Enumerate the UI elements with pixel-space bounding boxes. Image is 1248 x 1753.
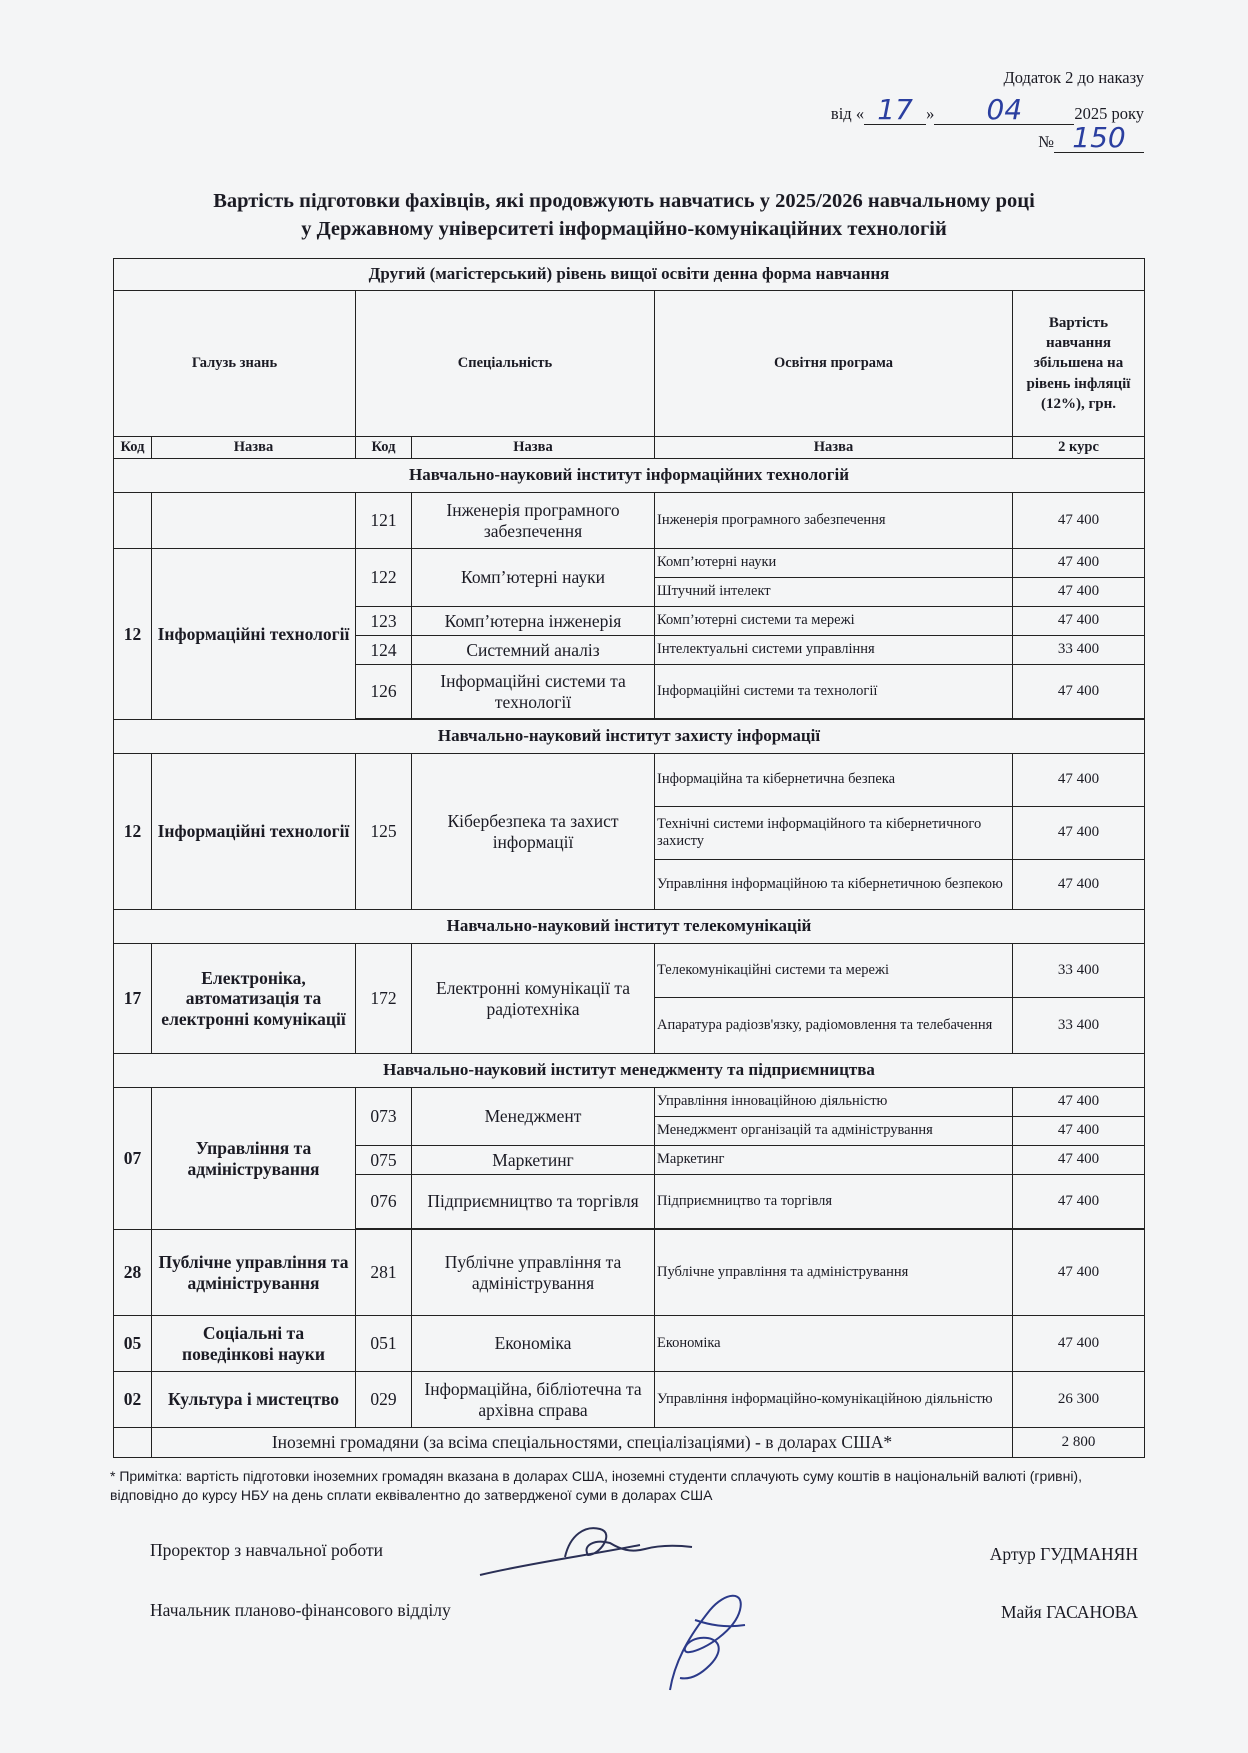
field-code: 28 (114, 1230, 152, 1316)
col-field-header: Галузь знань (114, 291, 356, 437)
cost-table (113, 258, 1145, 1458)
appendix-block (824, 66, 1144, 154)
specialty-code: 126 (356, 665, 412, 719)
cost-value: 47 400 (1013, 1230, 1145, 1316)
cost-value: 47 400 (1013, 665, 1145, 719)
finance-head-signature (650, 1580, 770, 1700)
section-header: Навчально-науковий інститут захисту інформації (114, 720, 1145, 754)
specialty-name: Системний аналіз (412, 636, 655, 665)
footnote: * Примітка: вартість підготовки іноземних громадян вказана в доларах США, іноземні студенти сплачують суму коштів в національній валюті (гривні), відповідно до курсу НБУ на день сплати еквівалентно до затвердженої суми в доларах США (110, 1468, 1082, 1503)
section-header: Навчально-науковий інститут менеджменту та підприємництва (114, 1054, 1145, 1088)
field-code: 02 (114, 1372, 152, 1428)
specialty-code: 124 (356, 636, 412, 665)
specialty-code: 123 (356, 607, 412, 636)
col-cost-header: Вартість навчання збільшена на рівень інфляції (12%), грн. (1013, 291, 1145, 437)
program-name: Штучний інтелект (655, 578, 1013, 607)
sub-code-field: Код (114, 437, 152, 459)
program-name: Апаратура радіозв'язку, радіомовлення та телебачення (655, 998, 1013, 1054)
section-header: Навчально-науковий інститут телекомунікацій (114, 910, 1145, 944)
program-name: Маркетинг (655, 1146, 1013, 1175)
field-name: Управління та адміністрування (152, 1088, 356, 1230)
specialty-name: Електронні комунікації та радіотехніка (412, 944, 655, 1054)
cost-value: 47 400 (1013, 607, 1145, 636)
field-name: Соціальні та поведінкові науки (152, 1316, 356, 1372)
specialty-name: Підприємництво та торгівля (412, 1175, 655, 1229)
field-name: Інформаційні технології (152, 549, 356, 720)
handwritten-day: 17 (877, 93, 913, 126)
cost-value: 47 400 (1013, 860, 1145, 910)
vice-rector-signature (470, 1515, 710, 1585)
cost-value: 47 400 (1013, 578, 1145, 607)
specialty-code: 075 (356, 1146, 412, 1175)
document-title-line1: Вартість підготовки фахівців, які продовжують навчатись у 2025/2026 навчальному році (213, 190, 1035, 212)
specialty-name: Кібербезпека та захист інформації (412, 754, 655, 910)
specialty-name: Маркетинг (412, 1146, 655, 1175)
specialty-code: 076 (356, 1175, 412, 1229)
field-code: 12 (114, 754, 152, 910)
sub-course: 2 курс (1013, 437, 1145, 459)
date-suffix: 2025 року (1074, 104, 1144, 123)
field-name: Інформаційні технології (152, 754, 356, 910)
cost-value: 33 400 (1013, 636, 1145, 665)
cost-value: 47 400 (1013, 549, 1145, 578)
program-name: Управління інноваційною діяльністю (655, 1088, 1013, 1117)
specialty-name: Комп’ютерні науки (412, 549, 655, 607)
specialty-code: 073 (356, 1088, 412, 1146)
program-name: Телекомунікаційні системи та мережі (655, 944, 1013, 998)
specialty-name: Інженерія програмного забезпечення (412, 493, 655, 549)
cost-value: 26 300 (1013, 1372, 1145, 1428)
program-name: Економіка (655, 1316, 1013, 1372)
specialty-code: 051 (356, 1316, 412, 1372)
program-name: Технічні системи інформаційного та кібернетичного захисту (655, 807, 1013, 860)
program-name: Управління інформаційною та кібернетичною безпекою (655, 860, 1013, 910)
specialty-code: 172 (356, 944, 412, 1054)
specialty-name: Менеджмент (412, 1088, 655, 1146)
field-code: 17 (114, 944, 152, 1054)
sub-code-specialty: Код (356, 437, 412, 459)
appendix-caption: Додаток 2 до наказу (1003, 68, 1144, 87)
foreign-empty-cell (114, 1428, 152, 1458)
program-name: Публічне управління та адміністрування (655, 1230, 1013, 1316)
cost-value: 47 400 (1013, 1117, 1145, 1146)
cost-value: 47 400 (1013, 1175, 1145, 1229)
field-name: Культура і мистецтво (152, 1372, 356, 1428)
sub-name-program: Назва (655, 437, 1013, 459)
field-code: 12 (114, 549, 152, 720)
specialty-code: 121 (356, 493, 412, 549)
sub-name-specialty: Назва (412, 437, 655, 459)
specialty-name: Економіка (412, 1316, 655, 1372)
cost-value: 47 400 (1013, 493, 1145, 549)
specialty-name: Інформаційна, бібліотечна та архівна справа (412, 1372, 655, 1428)
field-code: 05 (114, 1316, 152, 1372)
sub-name-field: Назва (152, 437, 356, 459)
section-header: Навчально-науковий інститут інформаційних технологій (114, 459, 1145, 493)
finance-head-name: Майя ГАСАНОВА (1000, 1602, 1138, 1622)
field-name: Електроніка, автоматизація та електронні комунікації (152, 944, 356, 1054)
cost-value: 33 400 (1013, 944, 1145, 998)
specialty-name: Комп’ютерна інженерія (412, 607, 655, 636)
cost-value: 47 400 (1013, 1316, 1145, 1372)
program-name: Менеджмент організацій та адміністрування (655, 1117, 1013, 1146)
document-title-line2: у Державному університеті інформаційно-комунікаційних технологій (301, 218, 947, 240)
cost-value: 47 400 (1013, 807, 1145, 860)
field-code-cell (114, 493, 152, 549)
col-specialty-header: Спеціальність (356, 291, 655, 437)
specialty-name: Інформаційні системи та технології (412, 665, 655, 719)
program-name: Управління інформаційно-комунікаційною діяльністю (655, 1372, 1013, 1428)
handwritten-number: 150 (1072, 121, 1126, 154)
cost-value: 47 400 (1013, 754, 1145, 807)
number-prefix: № (1038, 132, 1054, 151)
program-name: Інтелектуальні системи управління (655, 636, 1013, 665)
education-level-header: Другий (магістерський) рівень вищої освіти денна форма навчання (114, 259, 1145, 291)
specialty-code: 125 (356, 754, 412, 910)
specialty-code: 029 (356, 1372, 412, 1428)
program-name: Інформаційна та кібернетична безпека (655, 754, 1013, 807)
program-name: Підприємництво та торгівля (655, 1175, 1013, 1229)
specialty-name: Публічне управління та адміністрування (412, 1230, 655, 1316)
program-name: Інформаційні системи та технології (655, 665, 1013, 719)
finance-head-title: Начальник планово-фінансового відділу (150, 1600, 451, 1620)
field-code: 07 (114, 1088, 152, 1230)
program-name: Комп’ютерні системи та мережі (655, 607, 1013, 636)
vice-rector-title: Проректор з навчальної роботи (150, 1540, 383, 1560)
program-name: Інженерія програмного забезпечення (655, 493, 1013, 549)
date-mid: » (926, 104, 935, 123)
vice-rector-name: Артур ГУДМАНЯН (989, 1544, 1138, 1564)
col-program-header: Освітня програма (655, 291, 1013, 437)
field-name: Публічне управління та адміністрування (152, 1230, 356, 1316)
handwritten-month: 04 (986, 93, 1023, 126)
date-prefix: від « (830, 104, 865, 123)
program-name: Комп’ютерні науки (655, 549, 1013, 578)
specialty-code: 281 (356, 1230, 412, 1316)
cost-value: 47 400 (1013, 1146, 1145, 1175)
specialty-code: 122 (356, 549, 412, 607)
cost-value: 33 400 (1013, 998, 1145, 1054)
foreign-cost-value: 2 800 (1013, 1428, 1145, 1458)
foreign-students-label: Іноземні громадяни (за всіма спеціальностями, спеціалізаціями) - в доларах США* (152, 1428, 1013, 1458)
cost-value: 47 400 (1013, 1088, 1145, 1117)
field-name-cell (152, 493, 356, 549)
